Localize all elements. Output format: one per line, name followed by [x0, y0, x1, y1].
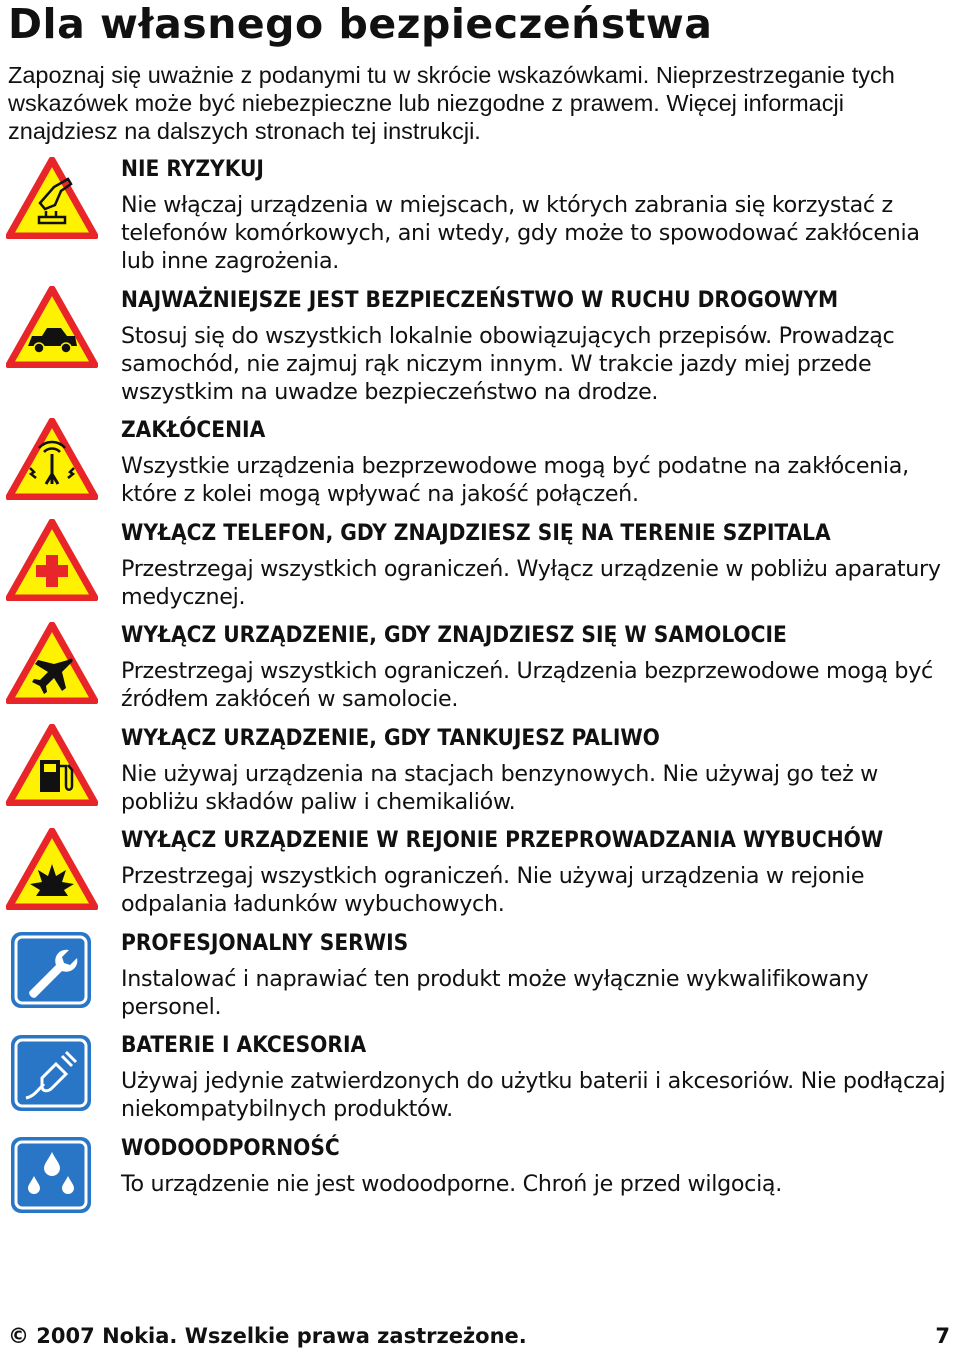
section-body: Przestrzegaj wszystkich ograniczeń. Urządzenia bezprzewodowe mogą być źródłem zakłóceń w samolocie. — [121, 658, 933, 712]
section-body: Przestrzegaj wszystkich ograniczeń. Wyłącz urządzenie w pobliżu aparatury medycznej. — [121, 556, 941, 610]
switch-on-hand-warning-icon — [6, 157, 98, 239]
water-drops-icon — [6, 1134, 98, 1216]
car-warning-icon — [6, 286, 98, 368]
interference-antenna-warning-icon — [6, 418, 98, 500]
section-heading: WYŁĄCZ URZĄDZENIE W REJONIE PRZEPROWADZANIA WYBUCHÓW — [121, 827, 884, 853]
section-body: Stosuj się do wszystkich lokalnie obowiązujących przepisów. Prowadząc samochód, nie zajmuj rąk niczym innym. W trakcie jazdy miej przede wszystkim na uwadze bezpieczeństwo na drodze. — [121, 323, 895, 405]
explosion-warning-icon — [6, 828, 98, 910]
section-heading: WYŁĄCZ URZĄDZENIE, GDY TANKUJESZ PALIWO — [121, 725, 660, 751]
section-body: Instalować i naprawiać ten produkt może wyłącznie wykwalifikowany personel. — [121, 966, 869, 1020]
intro-paragraph: Zapoznaj się uważnie z podanymi tu w skrócie wskazówkami. Nieprzestrzeganie tych wskazówek może być niebezpieczne lub niezgodne z prawem. Więcej informacji znajdziesz na dalszych stronach tej instrukcji. — [8, 62, 895, 144]
battery-plug-icon — [6, 1032, 98, 1114]
section-body: To urządzenie nie jest wodoodporne. Chroń je przed wilgocią. — [121, 1171, 782, 1197]
section-heading: PROFESJONALNY SERWIS — [121, 930, 409, 956]
wrench-service-icon — [6, 929, 98, 1011]
section-heading: BATERIE I AKCESORIA — [121, 1032, 367, 1058]
airplane-warning-icon — [6, 622, 98, 704]
section-body: Nie włączaj urządzenia w miejscach, w których zabrania się korzystać z telefonów komórkowych, ani wtedy, gdy może to spowodować zakłócenia lub inne zagrożenia. — [121, 192, 920, 274]
section-heading: WYŁĄCZ TELEFON, GDY ZNAJDZIESZ SIĘ NA TERENIE SZPITALA — [121, 520, 831, 546]
hospital-cross-warning-icon — [6, 519, 98, 601]
section-body: Używaj jedynie zatwierdzonych do użytku baterii i akcesoriów. Nie podłączaj niekompatybilnych produktów. — [121, 1068, 946, 1122]
fuel-pump-warning-icon — [6, 724, 98, 806]
section-heading: ZAKŁÓCENIA — [121, 417, 266, 443]
section-body: Przestrzegaj wszystkich ograniczeń. Nie używaj urządzenia w rejonie odpalania ładunków wybuchowych. — [121, 863, 865, 917]
page-number: 7 — [935, 1324, 950, 1348]
section-heading: WODOODPORNOŚĆ — [121, 1135, 340, 1161]
footer-copyright: © 2007 Nokia. Wszelkie prawa zastrzeżone. — [8, 1324, 527, 1348]
section-body: Nie używaj urządzenia na stacjach benzynowych. Nie używaj go też w pobliżu składów paliw i chemikaliów. — [121, 761, 879, 815]
section-heading: NIE RYZYKUJ — [121, 156, 264, 182]
section-heading: WYŁĄCZ URZĄDZENIE, GDY ZNAJDZIESZ SIĘ W SAMOLOCIE — [121, 622, 787, 648]
section-heading: NAJWAŻNIEJSZE JEST BEZPIECZEŃSTWO W RUCHU DROGOWYM — [121, 287, 839, 313]
section-body: Wszystkie urządzenia bezprzewodowe mogą być podatne na zakłócenia, które z kolei mogą wpływać na jakość połączeń. — [121, 453, 909, 507]
page-title: Dla własnego bezpieczeństwa — [8, 0, 713, 48]
